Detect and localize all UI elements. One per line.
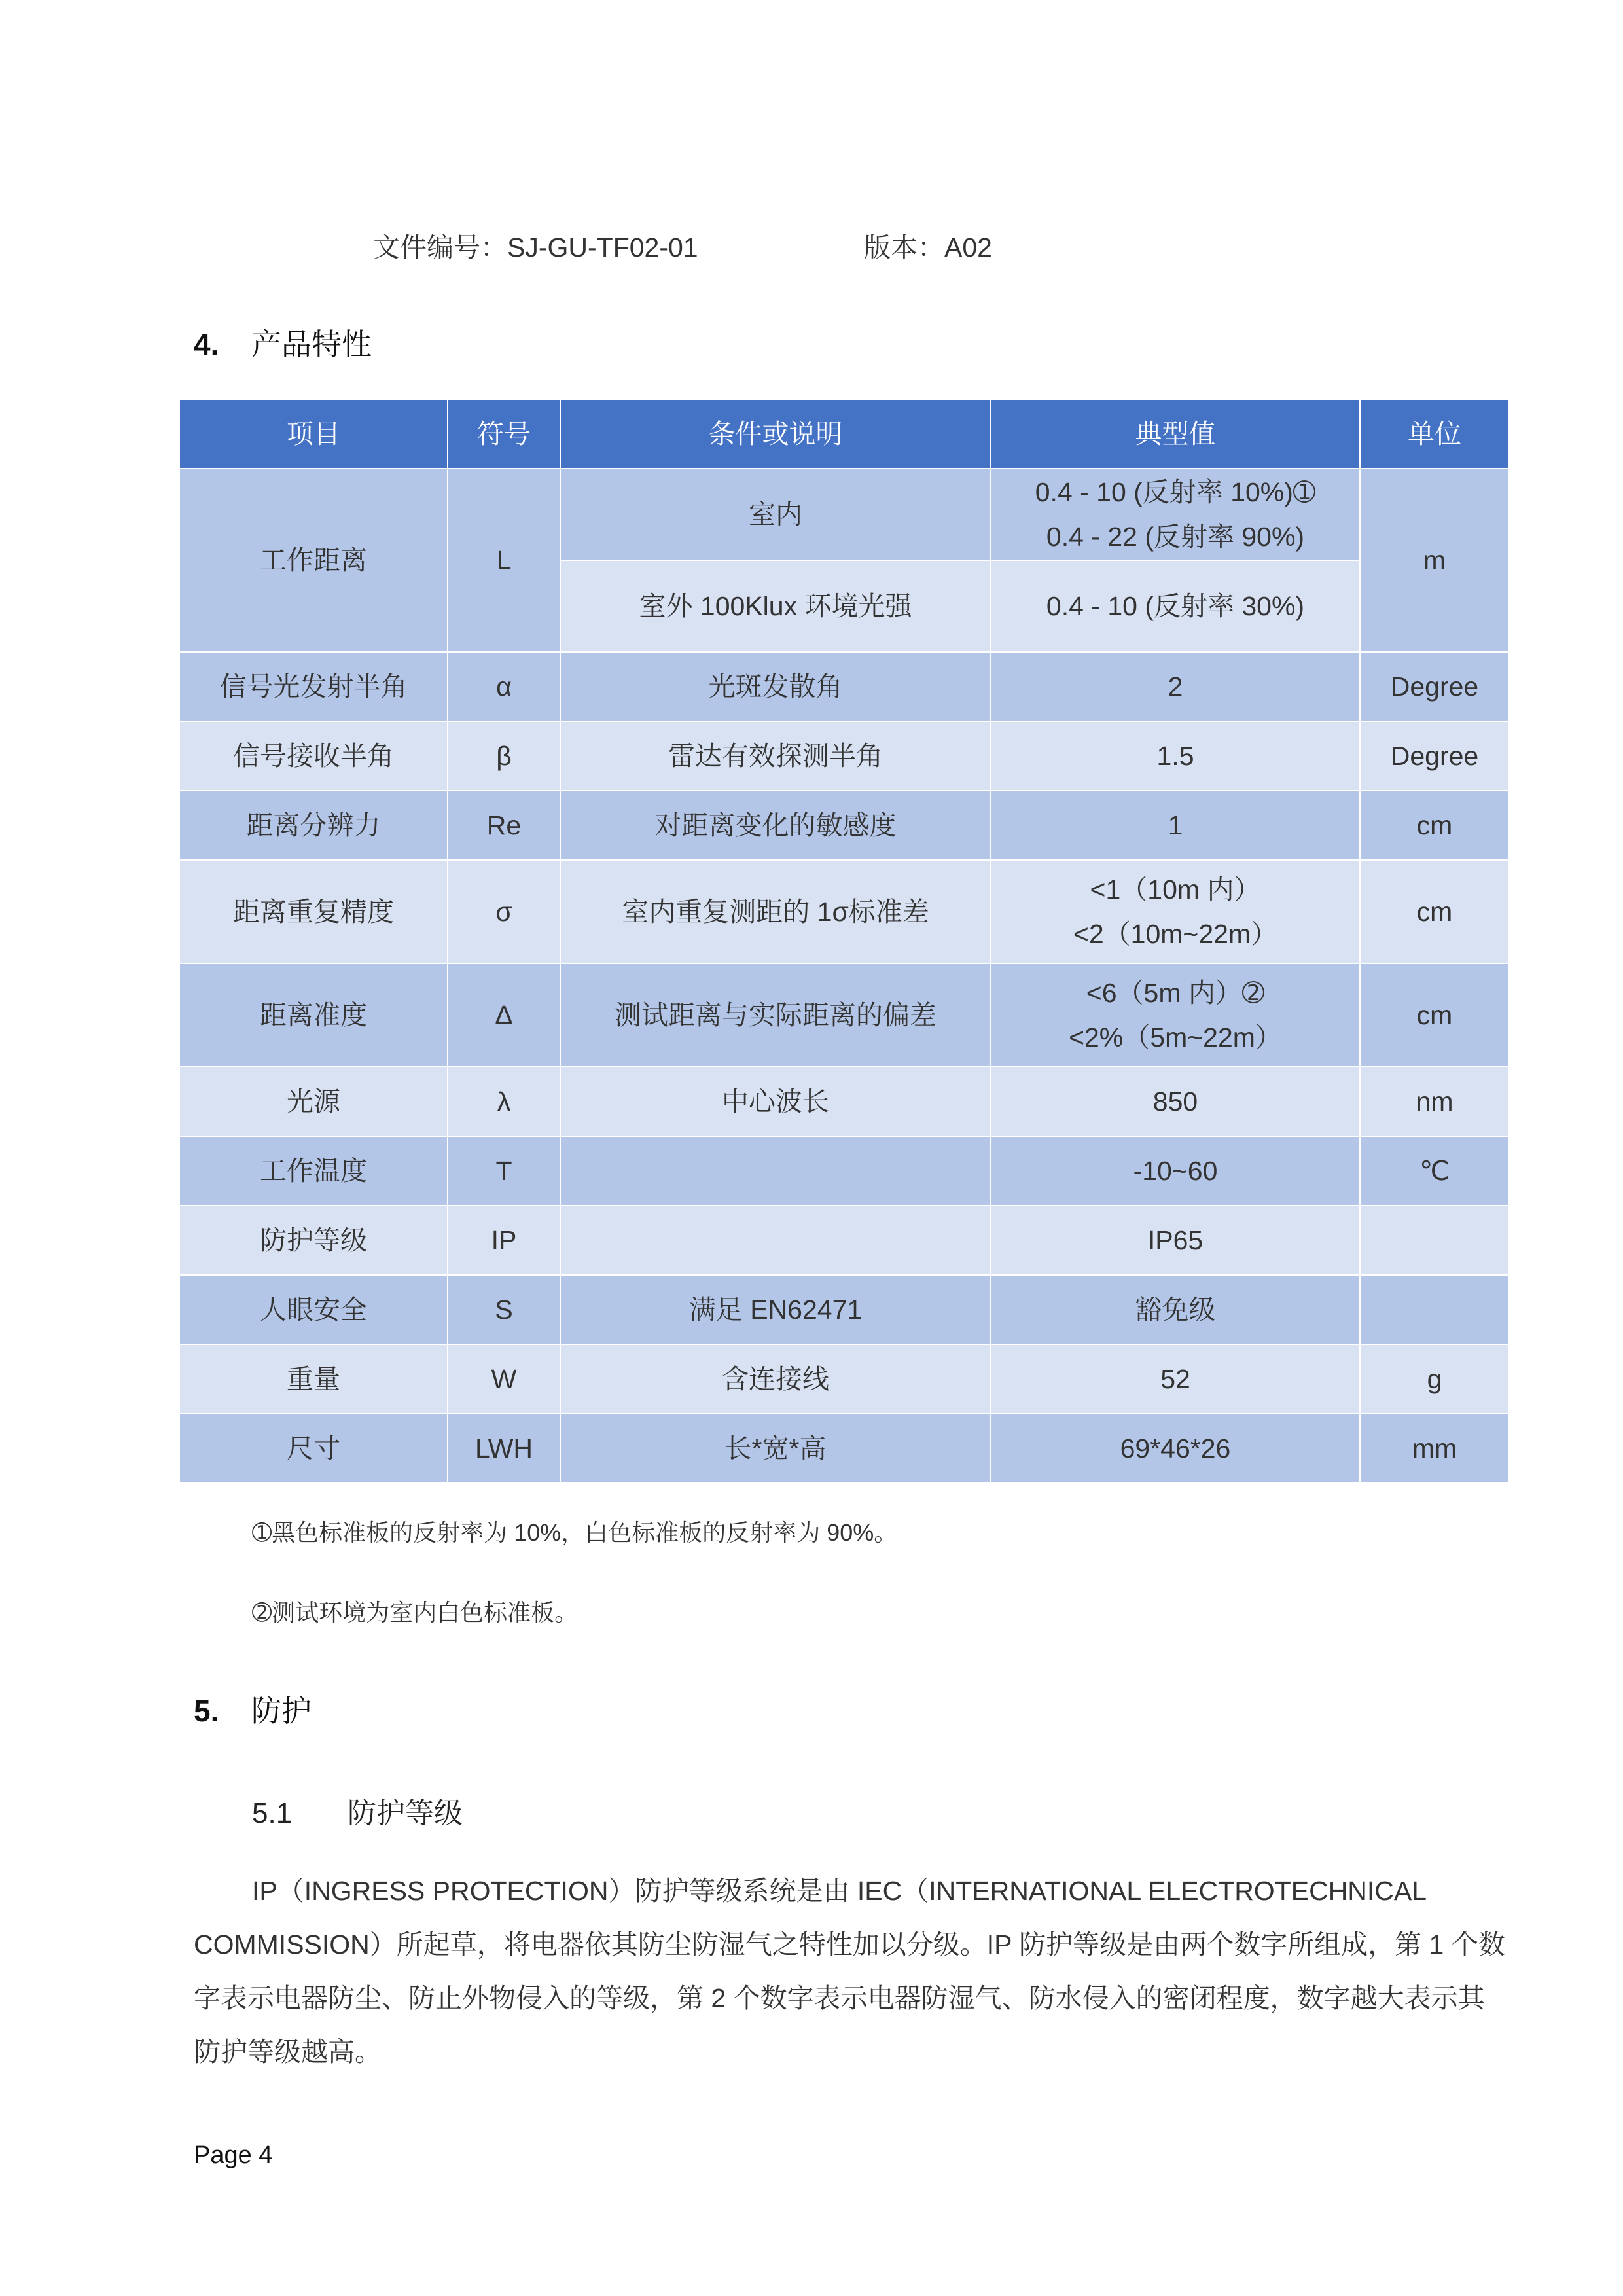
symbol-cell: L (448, 469, 560, 652)
value-line: 0.4 - 10 (反射率 10%)➀ (1035, 477, 1316, 507)
page-number: Page 4 (194, 2142, 273, 2169)
condition-cell (560, 1206, 991, 1275)
value-cell: -10~60 (991, 1136, 1360, 1206)
spec-table (179, 399, 1510, 1484)
unit-cell: g (1360, 1344, 1509, 1414)
item-cell: 工作距离 (179, 469, 448, 652)
value-cell: 0.4 - 10 (反射率 30%) (991, 560, 1360, 652)
condition-cell: 雷达有效探测半角 (560, 721, 991, 791)
table-row (179, 963, 1509, 1067)
document-version: 版本：A02 (864, 232, 992, 262)
condition-cell: 室外 100Klux 环境光强 (560, 560, 991, 652)
table-row (179, 1414, 1509, 1483)
body-paragraph: IP（INGRESS PROTECTION）防护等级系统是由 IEC（INTERNATIONAL ELECTROTECHNICAL COMMISSION）所起草，将电器依其防尘防湿气之特性加以分级。IP 防护等级是由两个数字所组成，第 1 个数字表示电器防尘、防止外物侵入的等级，第 2 个数字表示电器防湿气、防水侵入的密闭程度，数字越大表示其防护等级越高。 (194, 1876, 1505, 2067)
symbol-cell: β (448, 721, 560, 791)
condition-cell: 室内 (560, 469, 991, 560)
symbol-cell: IP (448, 1206, 560, 1275)
footnote-1: ➀黑色标准板的反射率为 10%，白色标准板的反射率为 90%。 (252, 1519, 898, 1546)
item-cell: 重量 (179, 1344, 448, 1414)
table-row (179, 791, 1509, 860)
value-line: 0.4 - 22 (反射率 90%) (1046, 522, 1305, 552)
subsection-title: 防护等级 (348, 1797, 463, 1829)
symbol-cell: α (448, 652, 560, 721)
section-number: 5. (194, 1694, 219, 1728)
condition-cell: 光斑发散角 (560, 652, 991, 721)
symbol-cell: σ (448, 860, 560, 963)
section-heading-4 (194, 321, 372, 364)
unit-cell: cm (1360, 791, 1509, 860)
table-header-row (179, 399, 1509, 469)
symbol-cell: λ (448, 1067, 560, 1136)
value-cell: 1 (991, 791, 1360, 860)
header-cell: 单位 (1360, 399, 1509, 469)
value-cell: 1.5 (991, 721, 1360, 791)
table-row (179, 860, 1509, 963)
condition-cell: 测试距离与实际距离的偏差 (560, 963, 991, 1067)
unit-cell: Degree (1360, 721, 1509, 791)
header-cell: 符号 (448, 399, 560, 469)
item-cell: 距离分辨力 (179, 791, 448, 860)
section-title: 产品特性 (251, 327, 372, 361)
table-row (179, 652, 1509, 721)
item-cell: 信号接收半角 (179, 721, 448, 791)
item-cell: 人眼安全 (179, 1275, 448, 1344)
item-cell: 防护等级 (179, 1206, 448, 1275)
symbol-cell: Δ (448, 963, 560, 1067)
item-cell: 信号光发射半角 (179, 652, 448, 721)
header-cell: 条件或说明 (560, 399, 991, 469)
condition-cell: 满足 EN62471 (560, 1275, 991, 1344)
value-cell: 豁免级 (991, 1275, 1360, 1344)
unit-cell: ℃ (1360, 1136, 1509, 1206)
unit-cell: m (1360, 469, 1509, 652)
subsection-number: 5.1 (252, 1797, 293, 1829)
value-cell: 52 (991, 1344, 1360, 1414)
item-cell: 距离重复精度 (179, 860, 448, 963)
subsection-heading-5-1 (252, 1789, 463, 1831)
condition-cell: 室内重复测距的 1σ标准差 (560, 860, 991, 963)
document-number: 文件编号：SJ-GU-TF02-01 (373, 232, 698, 262)
section-heading-5 (194, 1687, 312, 1731)
unit-cell (1360, 1206, 1509, 1275)
table-row (179, 721, 1509, 791)
condition-cell: 中心波长 (560, 1067, 991, 1136)
table-row (179, 1067, 1509, 1136)
unit-cell (1360, 1275, 1509, 1344)
condition-cell: 对距离变化的敏感度 (560, 791, 991, 860)
value-cell (991, 469, 1360, 560)
unit-cell: mm (1360, 1414, 1509, 1483)
value-cell (991, 860, 1360, 963)
value-line: <1（10m 内） (1090, 874, 1261, 905)
unit-cell: Degree (1360, 652, 1509, 721)
value-cell: 2 (991, 652, 1360, 721)
condition-cell (560, 1136, 991, 1206)
table-row (179, 1344, 1509, 1414)
value-line: <2（10m~22m） (1073, 919, 1278, 949)
value-cell: IP65 (991, 1206, 1360, 1275)
symbol-cell: S (448, 1275, 560, 1344)
section-number: 4. (194, 327, 219, 361)
value-line: <2%（5m~22m） (1069, 1022, 1282, 1052)
unit-cell: cm (1360, 860, 1509, 963)
table-row (179, 469, 1509, 560)
header-cell: 典型值 (991, 399, 1360, 469)
footnote-2: ➁测试环境为室内白色标准板。 (252, 1599, 579, 1626)
table-row (179, 1206, 1509, 1275)
value-line: <6（5m 内）➁ (1086, 978, 1265, 1008)
unit-cell: cm (1360, 963, 1509, 1067)
table-row (179, 1275, 1509, 1344)
symbol-cell: W (448, 1344, 560, 1414)
item-cell: 距离准度 (179, 963, 448, 1067)
item-cell: 光源 (179, 1067, 448, 1136)
condition-cell: 长*宽*高 (560, 1414, 991, 1483)
table-row (179, 1136, 1509, 1206)
symbol-cell: Re (448, 791, 560, 860)
value-cell: 850 (991, 1067, 1360, 1136)
symbol-cell: T (448, 1136, 560, 1206)
value-cell: 69*46*26 (991, 1414, 1360, 1483)
condition-cell: 含连接线 (560, 1344, 991, 1414)
unit-cell: nm (1360, 1067, 1509, 1136)
section-title: 防护 (251, 1694, 312, 1728)
value-cell (991, 963, 1360, 1067)
item-cell: 尺寸 (179, 1414, 448, 1483)
header-cell: 项目 (179, 399, 448, 469)
symbol-cell: LWH (448, 1414, 560, 1483)
item-cell: 工作温度 (179, 1136, 448, 1206)
